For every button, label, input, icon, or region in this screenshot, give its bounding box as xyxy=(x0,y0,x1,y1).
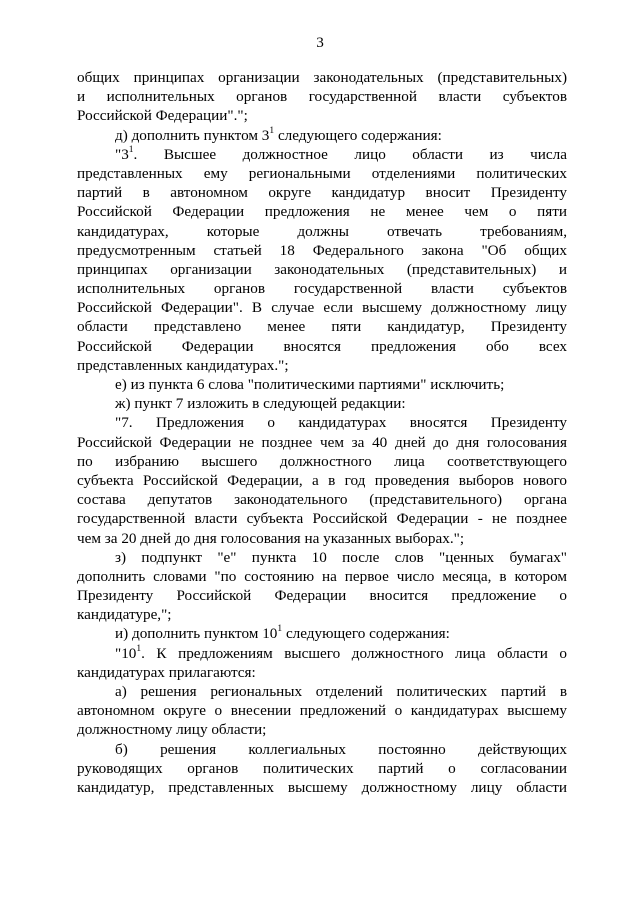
text-line: кандидатур, представленных высшему должностному лицу области xyxy=(77,778,567,796)
superscript: 1 xyxy=(269,125,275,136)
text-line: представленных ему региональными отделениями политических xyxy=(77,164,567,182)
text-line: "$10^1$. К предложениям высшего должностного лица области о xyxy=(115,643,567,662)
text-line: партий в автономном округе кандидатур вносит Президенту xyxy=(77,184,567,202)
superscript: 1 xyxy=(277,624,283,635)
text-line: д) дополнить пунктом $3^1$ следующего содержания: xyxy=(115,125,442,144)
text-line: "7. Предложения о кандидатурах вносятся Президенту xyxy=(115,414,567,432)
superscript: 1 xyxy=(136,643,142,654)
text-line: дополнить словами "по состоянию на первое число месяца, в котором xyxy=(77,567,567,585)
text-line: Российской Федерации вносятся предложения обо всех xyxy=(77,337,567,355)
text-line: "$3^1$. Высшее должностное лицо области из числа xyxy=(115,144,567,163)
superscript: 1 xyxy=(128,144,134,155)
text-line: чем за 20 дней до дня голосования на указанных выборах."; xyxy=(77,529,465,547)
text-line: кандидатуре,"; xyxy=(77,606,172,624)
text-line: кандидатурах прилагаются: xyxy=(77,663,256,681)
text-line: а) решения региональных отделений политических партий в xyxy=(115,683,567,700)
text-line: предусмотренным статьей 18 Федерального закона "Об общих xyxy=(77,241,567,259)
text-line: б) решения коллегиальных постоянно действующих xyxy=(115,740,567,758)
text-line: з) подпункт "е" пункта 10 после слов "ценных бумагах" xyxy=(115,548,567,566)
text-line: кандидатурах, которые должны отвечать требованиям, xyxy=(77,222,567,240)
text-line: Российской Федерации предложения не менее чем о пяти xyxy=(77,203,567,221)
text-line: Российской Федерации". В случае если высшему должностному лицу xyxy=(77,299,567,317)
text-line: Президенту Российской Федерации вносится предложение о xyxy=(77,587,567,605)
text-line: государственной власти субъекта Российской Федерации - не позднее xyxy=(77,510,567,528)
page-number: 3 xyxy=(316,34,324,51)
text-line: по избранию высшего должностного лица соответствующего xyxy=(77,452,567,470)
text-line: Российской Федерации не позднее чем за 40 дней до дня голосования xyxy=(77,433,567,451)
text-line: руководящих органов политических партий о согласовании xyxy=(77,759,567,777)
text-line: субъекта Российской Федерации, а в год проведения выборов нового xyxy=(77,471,567,489)
text-line: ж) пункт 7 изложить в следующей редакции: xyxy=(115,395,406,413)
text-line: и исполнительных органов государственной власти субъектов xyxy=(77,88,567,106)
document-body xyxy=(77,68,567,797)
text-line: должностному лицу области; xyxy=(77,721,267,739)
text-line: автономном округе о внесении предложений о кандидатурах высшему xyxy=(77,702,567,720)
text-line: и) дополнить пунктом $10^1$ следующего содержания: xyxy=(115,624,450,643)
text-line: области представлено менее пяти кандидатур, Президенту xyxy=(77,318,567,336)
text-line: Российской Федерации"."; xyxy=(77,107,248,125)
text-line: принципах организации законодательных (представительных) и xyxy=(77,260,567,278)
text-line: исполнительных органов государственной власти субъектов xyxy=(77,280,567,298)
text-line: е) из пункта 6 слова "политическими партиями" исключить; xyxy=(115,376,505,393)
text-line: представленных кандидатурах."; xyxy=(77,356,289,374)
text-line: общих принципах организации законодательных (представительных) xyxy=(77,69,567,86)
text-line: состава депутатов законодательного (представительного) органа xyxy=(77,491,567,509)
